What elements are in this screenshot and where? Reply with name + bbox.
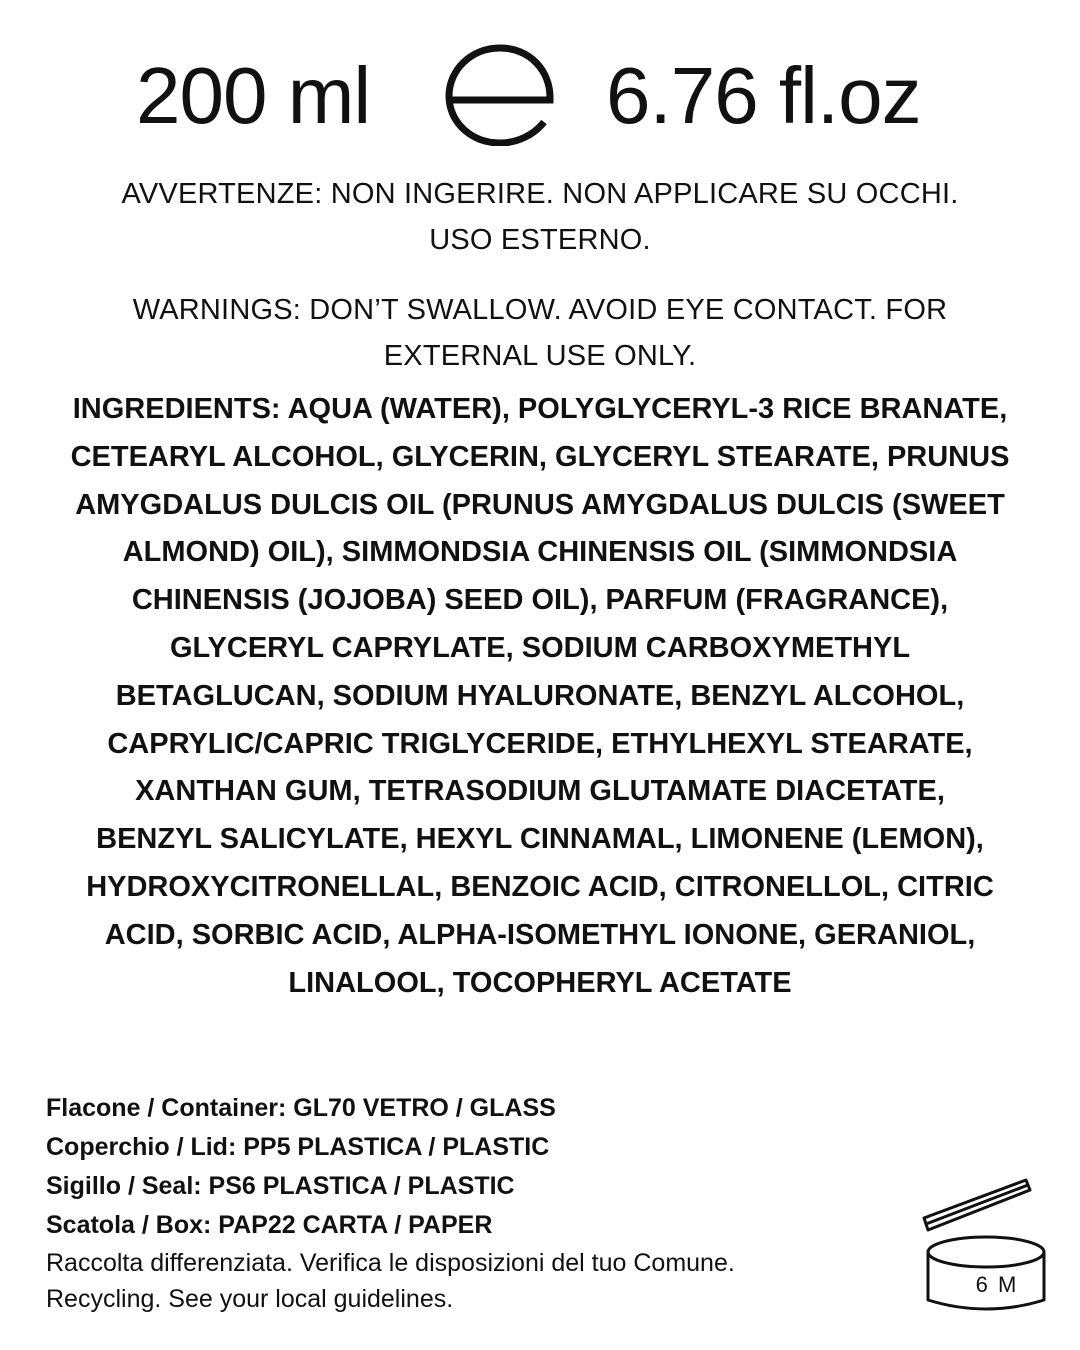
packaging-lid: Coperchio / Lid: PP5 PLASTICA / PLASTIC [46,1133,550,1161]
volume-metric: 200 ml [136,51,371,140]
estimated-sign-icon [440,42,560,146]
warning-line: EXTERNAL USE ONLY. [383,340,697,372]
ingredients-line: LINALOOL, TOCOPHERYL ACETATE [288,966,792,999]
ingredients-line: ALMOND) OIL), SIMMONDSIA CHINENSIS OIL (SIMMONDSIA [122,536,958,569]
packaging-container: Flacone / Container: GL70 VETRO / GLASS [46,1094,556,1122]
ingredients-line: CETEARYL ALCOHOL, GLYCERIN, GLYCERYL STEARATE, PRUNUS [70,440,1010,473]
ingredients-line: AMYGDALUS DULCIS OIL (PRUNUS AMYGDALUS DULCIS (SWEET [75,488,1005,521]
warning-line: AVVERTENZE: NON INGERIRE. NON APPLICARE SU OCCHI. [121,178,959,210]
packaging-info [46,1089,906,1317]
warning-line: WARNINGS: DON’T SWALLOW. AVOID EYE CONTACT. FOR [132,294,948,326]
period-after-opening [916,1174,1056,1314]
ingredients-list [30,386,1050,1007]
packaging-box: Scatola / Box: PAP22 CARTA / PAPER [46,1211,493,1239]
ingredients-line: CHINENSIS (JOJOBA) SEED OIL), PARFUM (FRAGRANCE), [131,584,949,617]
ingredients-line: XANTHAN GUM, TETRASODIUM GLUTAMATE DIACETATE, [135,775,945,808]
recycling-note-english: Recycling. See your local guidelines. [46,1285,454,1313]
ingredients-line: HYDROXYCITRONELLAL, BENZOIC ACID, CITRONELLOL, CITRIC [86,870,994,903]
ingredients-line: INGREDIENTS: AQUA (WATER), POLYGLYCERYL-3 RICE BRANATE, [72,393,1008,425]
pao-label: 6 M [975,1272,1019,1297]
ingredients-line: ACID, SORBIC ACID, ALPHA-ISOMETHYL IONONE, GERANIOL, [104,918,976,951]
ingredients-line: BETAGLUCAN, SODIUM HYALURONATE, BENZYL ALCOHOL, [115,679,965,712]
volume-imperial: 6.76 fl.oz [606,51,921,140]
warning-line: USO ESTERNO. [429,224,651,256]
recycling-note-italian: Raccolta differenziata. Verifica le disposizioni del tuo Comune. [46,1249,735,1277]
ingredients-line: BENZYL SALICYLATE, HEXYL CINNAMAL, LIMONENE (LEMON), [96,823,984,856]
ingredients-line: GLYCERYL CAPRYLATE, SODIUM CARBOXYMETHYL [169,631,911,664]
packaging-seal: Sigillo / Seal: PS6 PLASTICA / PLASTIC [46,1172,515,1200]
volume-header [0,40,1080,150]
warnings-english [80,287,1000,379]
ingredients-line: CAPRYLIC/CAPRIC TRIGLYCERIDE, ETHYLHEXYL STEARATE, [107,727,973,760]
warnings-italian [80,171,1000,263]
